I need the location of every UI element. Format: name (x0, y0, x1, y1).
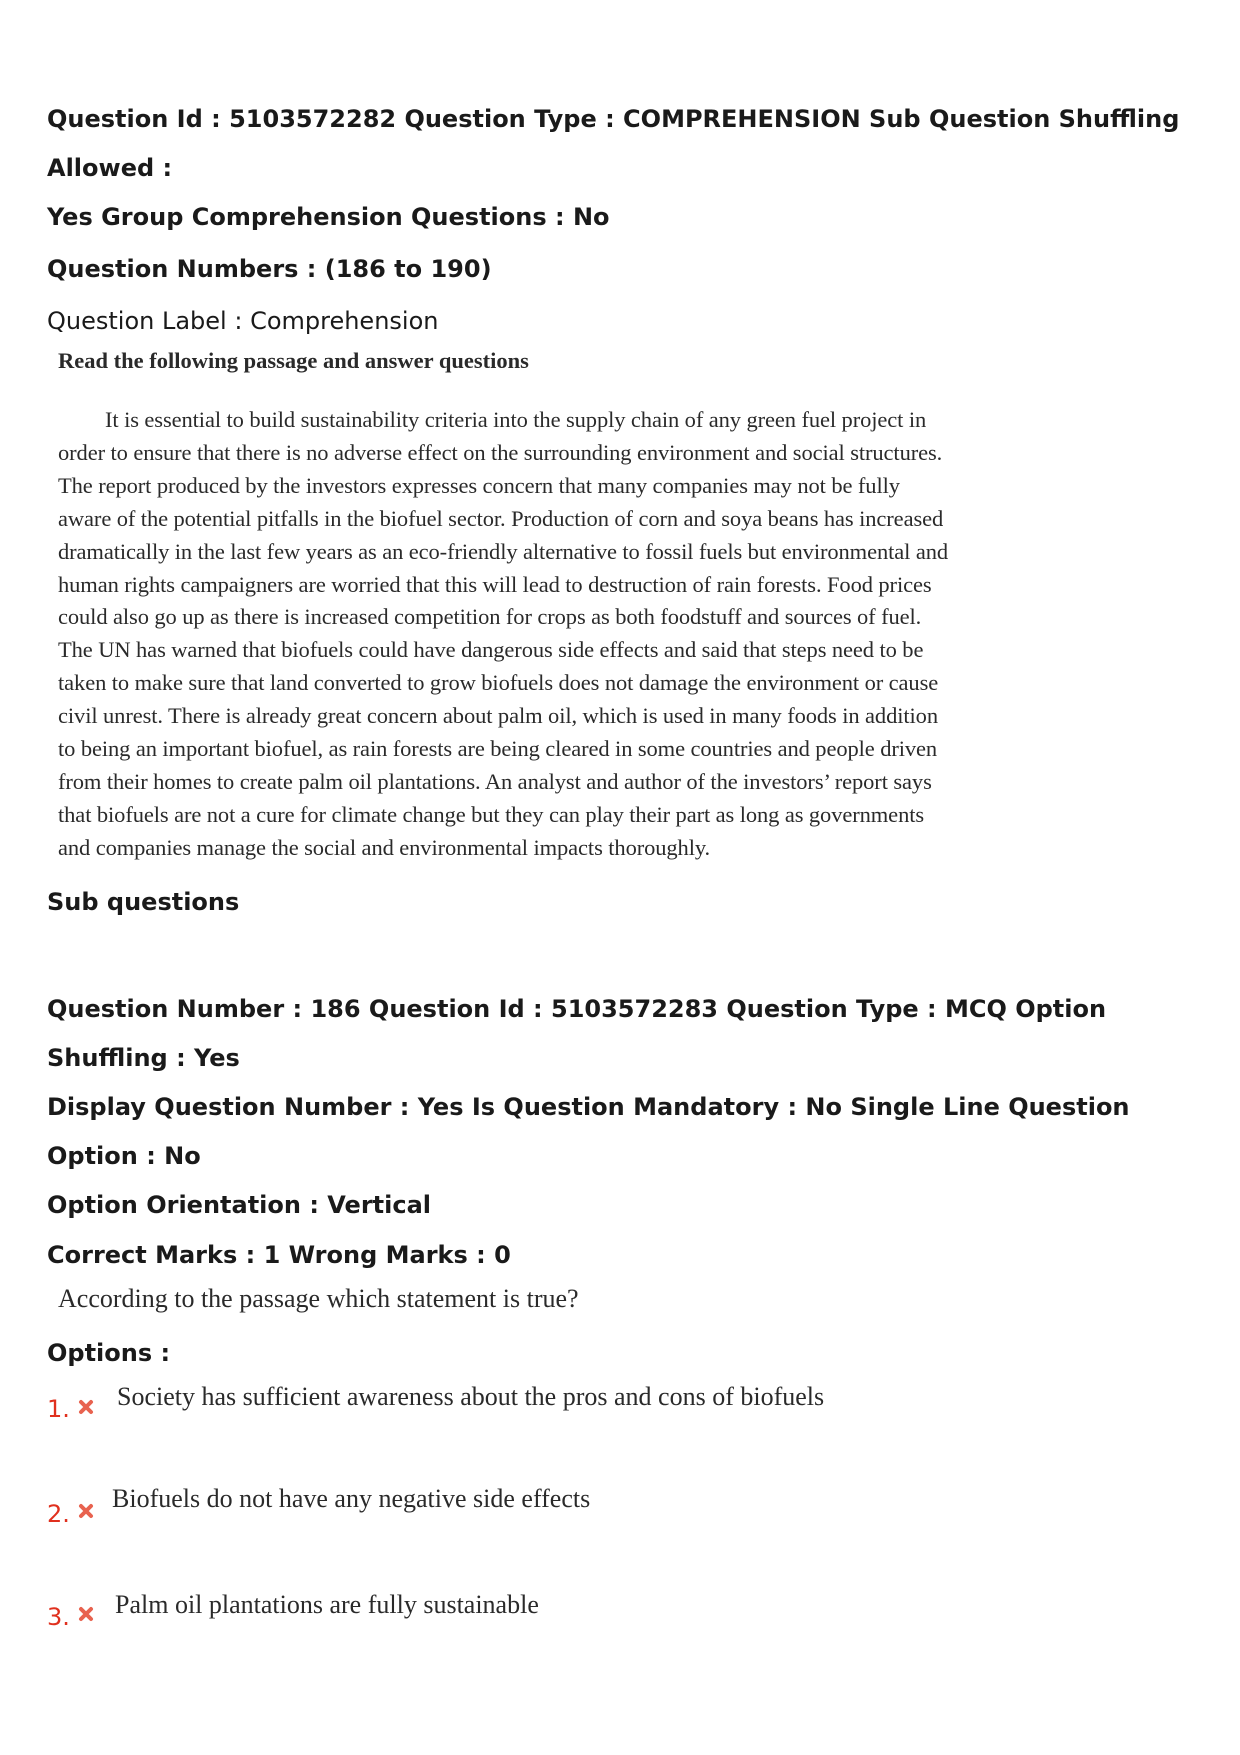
option-number: 3. (47, 1602, 70, 1631)
options-list (47, 1382, 1207, 1710)
option-number: 2. (47, 1499, 70, 1528)
question-meta-line-3: Option Orientation : Vertical (47, 1190, 432, 1219)
option-item[interactable] (47, 1382, 1207, 1500)
question-meta-line-1: Question Number : 186 Question Id : 5103572283 Question Type : MCQ Option Shuffling : Yes (47, 994, 1107, 1072)
option-number: 1. (47, 1394, 70, 1423)
passage-heading: Read the following passage and answer questions (58, 348, 529, 373)
marks-info: Correct Marks : 1 Wrong Marks : 0 (47, 1240, 511, 1269)
option-text: Society has sufficient awareness about the pros and cons of biofuels (117, 1381, 825, 1411)
options-heading: Options : (47, 1338, 171, 1367)
comprehension-meta-line-1: Question Id : 5103572282 Question Type : COMPREHENSION Sub Question Shuffling Allowed : (47, 105, 1180, 182)
wrong-mark-icon (77, 1605, 95, 1623)
question-meta (47, 985, 1207, 1230)
wrong-mark-icon (77, 1502, 95, 1520)
question-meta-line-2: Display Question Number : Yes Is Question Mandatory : No Single Line Question Option : No (47, 1092, 1130, 1170)
document-page (47, 95, 1207, 1710)
option-item[interactable] (47, 1483, 1207, 1606)
comprehension-meta-line-2: Yes Group Comprehension Questions : No (47, 203, 610, 231)
sub-questions-heading: Sub questions (47, 887, 240, 916)
option-text: Palm oil plantations are fully sustainable (115, 1589, 539, 1619)
wrong-mark-icon (77, 1398, 95, 1416)
option-item[interactable] (47, 1589, 1207, 1710)
question-numbers: Question Numbers : (186 to 190) (47, 255, 492, 283)
question-stem: According to the passage which statement is true? (58, 1283, 579, 1313)
passage-block (58, 346, 948, 865)
question-label: Question Label : Comprehension (47, 307, 439, 335)
comprehension-meta (47, 95, 1207, 242)
option-text: Biofuels do not have any negative side effects (112, 1483, 591, 1513)
passage-body: It is essential to build sustainability criteria into the supply chain of any green fuel project in order to ensure that there is no adverse effect on the surrounding environment and social structures. The report produced by the investors expresses concern that many companies may not be fully aware of the potential pitfalls in the biofuel sector. Production of corn and soya beans has increased dramatically in the last few years as an eco-friendly alternative to fossil fuels but environmental and human rights campaigners are worried that this will lead to destruction of rain forests. Food prices could also go up as there is increased competition for crops as both foodstuff and sources of fuel. The UN has warned that biofuels could have dangerous side effects and said that steps need to be taken to make sure that land converted to grow biofuels does not damage the environment or cause civil unrest. There is already great concern about palm oil, which is used in many foods in addition to being an important biofuel, as rain forests are being cleared in some countries and people driven from their homes to create palm oil plantations. An analyst and author of the investors’ report says that biofuels are not a cure for climate change but they can play their part as long as governments and companies manage the social and environmental impacts thoroughly. (58, 407, 949, 860)
